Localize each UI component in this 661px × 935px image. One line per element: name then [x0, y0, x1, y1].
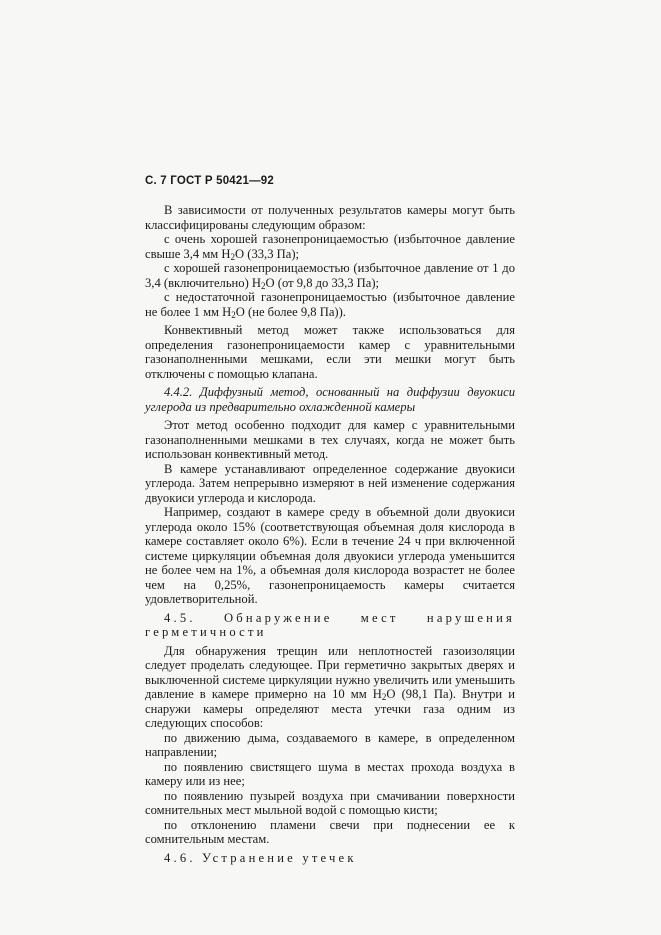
- paragraph: по движению дыма, создаваемого в камере, в определенном направлении;: [145, 730, 515, 759]
- paragraph: с недостаточной газонепроницаемостью (избыточное давление не более 1 мм $H_2O$ (не более 9,8 Па)).: [145, 290, 515, 320]
- section-heading: 4.5. Обнаружение мест нарушения герметичности: [145, 610, 515, 639]
- section-heading: 4.6. Устранение утечек: [164, 850, 357, 865]
- paragraph: В зависимости от полученных результатов камеры могут быть классифицированы следующим образом:: [145, 203, 515, 232]
- paragraph: Конвективный метод может также использоваться для определения газонепроницаемости камер с уравнительными газонаполненными мешками, если эти мешки могут быть отключены с помощью клапана.: [145, 323, 515, 381]
- document-body: [145, 203, 515, 865]
- paragraph: по отклонению пламени свечи при поднесении ее к сомнительным местам.: [145, 817, 515, 846]
- paragraph: В камере устанавливают определенное содержание двуокиси углерода. Затем непрерывно измеряют в ней изменение содержания двуокиси углерода и кислорода.: [145, 461, 515, 505]
- paragraph: Например, создают в камере среду в объемной доли двуокиси углерода около 15% (соответствующая объемная доля кислорода в камере составляет около 6%). Если в течение 24 ч при включенной системе циркуляции объемная доля двуокиси углерода уменьшится не более чем на 1%, а объемная доля кислорода возрастет не более чем на 0,25%, газонепроницаемость камеры считается удовлетворительной.: [145, 505, 515, 606]
- section-heading: 4.4.2. Диффузный метод, основанный на диффузии двуокиси углерода из предварительно охлажденной камеры: [145, 385, 515, 414]
- paragraph: с очень хорошей газонепроницаемостью (избыточное давление свыше 3,4 мм $H_2O$ (33,3 Па);: [145, 232, 515, 262]
- paragraph: Этот метод особенно подходит для камер с уравнительными газонаполненными мешками в тех случаях, когда не может быть использован конвективный метод.: [145, 418, 515, 461]
- paragraph: по появлению свистящего шума в местах прохода воздуха в камеру или из нее;: [145, 759, 515, 788]
- page-header: С. 7 ГОСТ Р 50421—92: [145, 175, 274, 187]
- paragraph: с хорошей газонепроницаемостью (избыточное давление от 1 до 3,4 (включительно) $H_2O$ (от 9,8 до 33,3 Па);: [145, 261, 515, 291]
- paragraph: по появлению пузырей воздуха при смачивании поверхности сомнительных мест мыльной водой с помощью кисти;: [145, 788, 515, 817]
- paragraph: Для обнаружения трещин или неплотностей газоизоляции следует проделать следующее. При герметично закрытых дверях и выключенной системе циркуляции нужно увеличить или уменьшить давление в камере примерно на 10 мм $H_2O$ (98,1 Па). Внутри и снаружи камеры определяют места утечки газа одним из следующих способов:: [145, 643, 515, 730]
